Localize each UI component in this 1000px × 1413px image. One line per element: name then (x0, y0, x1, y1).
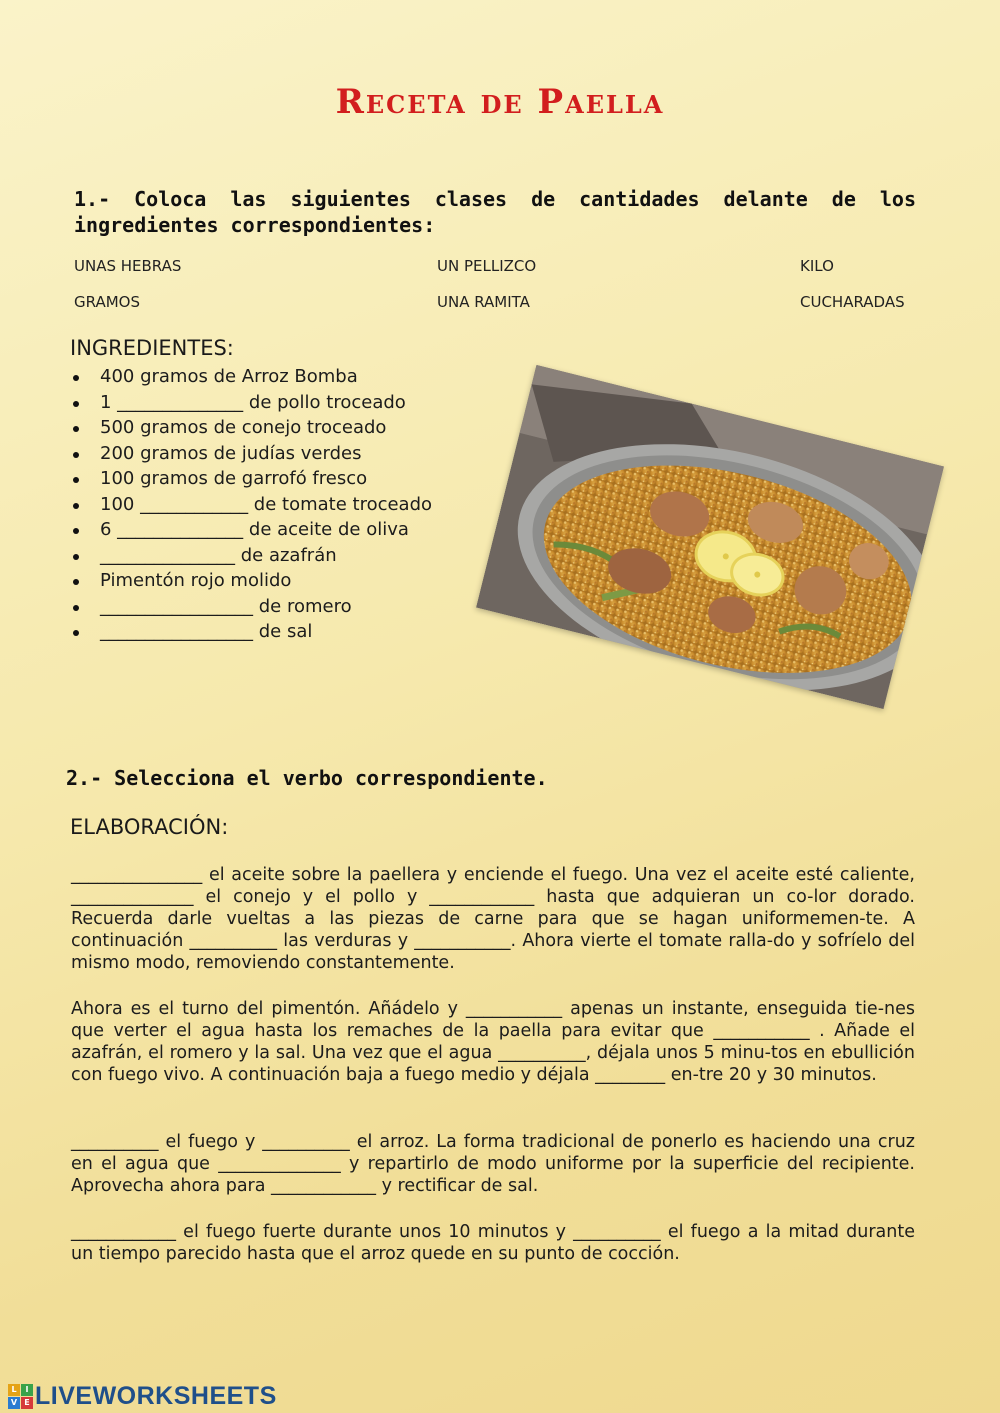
elaboration-paragraph: __________ el fuego y __________ el arroz. La forma tradicional de ponerlo es haciendo una cruz en el agua que ______________ y repartirlo de modo uniforme por la superficie del recipiente. Aprovecha ahora para ____________ y rectificar de sal. (71, 1132, 915, 1196)
page-title: Receta de Paella (335, 82, 665, 122)
quantity-word: UNA RAMITA (437, 293, 530, 311)
logo-letter: E (21, 1397, 33, 1409)
question-2: 2.- Selecciona el verbo correspondiente. (66, 766, 548, 790)
ingredients-list (70, 364, 432, 645)
ingredient-item: _________________ de sal (70, 619, 432, 645)
quantity-word: GRAMOS (74, 293, 140, 311)
ingredient-item: _______________ de azafrán (70, 543, 432, 569)
elaboration-paragraph: ____________ el fuego fuerte durante unos 10 minutos y __________ el fuego a la mitad durante un tiempo parecido hasta que el arroz quede en su punto de cocción. (71, 1222, 915, 1264)
logo-letter: I (21, 1384, 33, 1396)
ingredient-item: 100 ____________ de tomate troceado (70, 492, 432, 518)
logo-mark (8, 1384, 33, 1409)
ingredient-item: 500 gramos de conejo troceado (70, 415, 432, 441)
ingredients-heading: INGREDIENTES: (70, 336, 234, 360)
footer-logo (8, 1382, 277, 1411)
ingredient-item: 100 gramos de garrofó fresco (70, 466, 432, 492)
logo-letter: L (8, 1384, 20, 1396)
logo-letter: V (8, 1397, 20, 1409)
question-1: 1.- Coloca las siguientes clases de cantidades delante de los ingredientes correspondientes: (74, 187, 916, 237)
elaboration-paragraph: _______________ el aceite sobre la paellera y enciende el fuego. Una vez el aceite esté caliente, ______________ el conejo y el pollo y ____________ hasta que adquieran un co-lor dorado. Recuerda darle vueltas a las piezas de carne para que se hagan uniformemen-te. A continuación __________ las verduras y ___________. Ahora vierte el tomate ralla-do y sofríelo del mismo modo, removiendo constantemente. (71, 865, 915, 973)
ingredient-item: 6 ______________ de aceite de oliva (70, 517, 432, 543)
quantity-word: UNAS HEBRAS (74, 257, 182, 275)
brand-name: LIVEWORKSHEETS (35, 1382, 277, 1410)
elaboration-paragraph: Ahora es el turno del pimentón. Añádelo y ___________ apenas un instante, enseguida tie-nes que verter el agua hasta los remaches de la paella para evitar que ___________ . Añade el azafrán, el romero y la sal. Una vez que el agua __________, déjala unos 5 minu-tos en ebullición con fuego vivo. A continuación baja a fuego medio y déjala ________ en-tre 20 y 30 minutos. (71, 999, 915, 1085)
ingredient-item: 1 ______________ de pollo troceado (70, 390, 432, 416)
quantity-word: KILO (800, 257, 834, 275)
ingredient-item: Pimentón rojo molido (70, 568, 432, 594)
paella-photo (476, 365, 944, 709)
quantity-word: UN PELLIZCO (437, 257, 537, 275)
elaboration-heading: ELABORACIÓN: (70, 815, 229, 839)
ingredient-item: 200 gramos de judías verdes (70, 441, 432, 467)
ingredient-item: 400 gramos de Arroz Bomba (70, 364, 432, 390)
quantity-word: CUCHARADAS (800, 293, 905, 311)
ingredient-item: _________________ de romero (70, 594, 432, 620)
